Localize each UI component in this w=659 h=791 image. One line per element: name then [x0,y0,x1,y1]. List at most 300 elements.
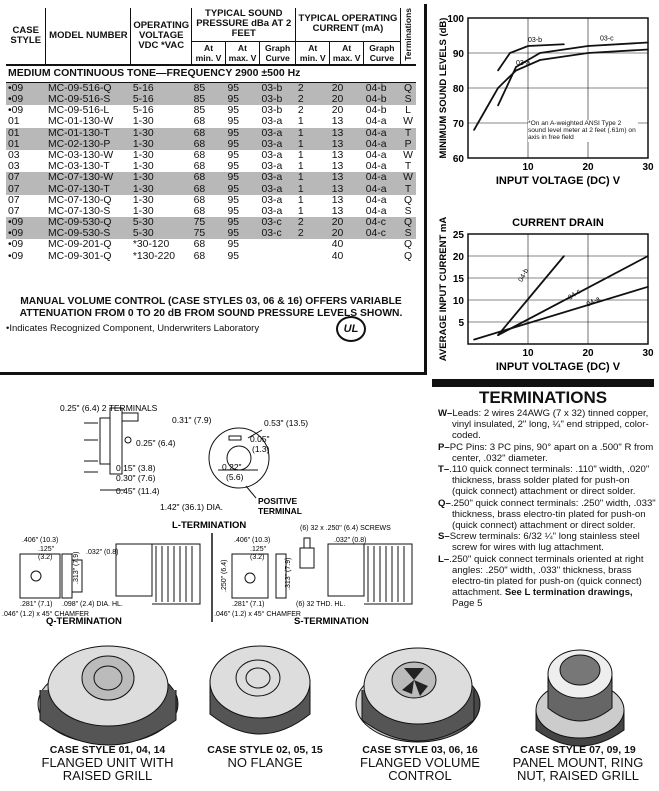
row-voltage: 1-30 [132,149,154,161]
row-termination: W [400,172,416,183]
current-drain-chart [428,212,656,380]
series-line-03-a [474,50,648,131]
row-model: MC-09-301-Q [47,250,112,262]
data-point [587,45,589,47]
row-current-min: 2 [296,94,330,105]
row-termination: T [400,128,416,139]
row-current-graph: 04-a [365,194,387,206]
row-sound-min: 68 [193,239,206,251]
l-dim-dia: 1.42" (36.1) DIA. [160,502,224,512]
l-termination-title: L-TERMINATION [172,520,247,531]
data-point [647,49,649,51]
row-current-min: 2 [296,217,330,228]
row-current-graph: 04-b [364,82,400,94]
row-sound-min: 68 [192,172,226,183]
row-current-max: 13 [331,149,344,161]
row-sound-max: 95 [225,139,259,150]
s-dim-032: .032" (0.8) [334,537,367,544]
data-point [497,87,499,89]
row-model: MC-09-516-L [47,105,110,117]
row-termination: Q [403,239,413,251]
row-sound-graph: 03-a [261,116,283,128]
row-current-max: 40 [331,250,344,262]
section-divider [0,372,427,375]
termination-item [438,531,656,553]
data-point [587,52,589,54]
case-style-2-code: CASE STYLE 02, 05, 15 [207,744,323,756]
l-dim-030: 0.30" (7.6) [116,473,156,483]
table-row [6,82,416,94]
row-sound-graph: 03-a [259,139,295,150]
row-case: 03 [8,149,20,161]
terminations-bar [432,379,654,387]
row-sound-graph: 03-a [261,205,283,217]
row-termination: P [400,139,416,150]
row-case: •09 [8,105,24,117]
case-style-1-line1: FLANGED UNIT WITH [41,755,174,770]
row-sound-max: 95 [227,205,240,217]
case-style-2-line1: NO FLANGE [227,755,303,770]
row-current-min: 2 [297,105,304,117]
row-sound-max: 95 [227,239,240,251]
row-sound-min: 68 [193,116,206,128]
data-point [509,52,511,54]
table-row [6,128,416,139]
row-case: 07 [8,205,20,217]
table-row [6,105,416,116]
row-sound-min: 68 [193,161,206,173]
row-case: •09 [6,82,46,94]
row-sound-graph: 03-a [259,128,295,139]
table-row [6,206,416,217]
row-model: MC-09-530-Q [46,217,131,228]
row-case: •09 [8,239,24,251]
y-tick-label: 5 [458,318,464,329]
row-termination: S [400,228,416,239]
row-voltage: 5-16 [131,82,192,94]
row-model: MC-09-201-Q [47,239,112,251]
row-sound-graph: 03-c [259,217,295,228]
row-current-graph: 04-a [365,161,387,173]
header-case-style: CASE STYLE [6,8,46,65]
row-current-min: 1 [296,172,330,183]
series-label: 03-c [600,35,614,43]
see-note: See L termination drawings, [504,587,633,599]
row-current-max: 20 [330,228,364,239]
termination-item [438,498,656,532]
series-label: 04-c [567,288,583,302]
case-style-4-code: CASE STYLE 07, 09, 19 [520,744,636,756]
row-voltage: 5-30 [131,228,192,239]
row-sound-max: 95 [227,161,240,173]
l-dim-013: (1.3) [252,444,270,454]
row-sound-min: 68 [193,194,206,206]
case-style-2-caption [190,744,340,769]
case-style-3-line2: CONTROL [388,768,452,783]
row-termination: L [405,105,411,117]
row-current-max: 13 [331,116,344,128]
y-tick-label: 100 [447,14,464,25]
row-termination: Q [403,250,413,262]
row-current-max: 13 [331,161,344,173]
row-voltage: 1-30 [131,128,192,139]
volume-note-line1: MANUAL VOLUME CONTROL (CASE STYLES 03, 06 & 16) OFFERS VARIABLE [20,296,402,307]
data-point [563,43,565,45]
row-sound-max: 95 [227,116,240,128]
row-model: MC-09-516-Q [46,82,131,94]
row-sound-min: 85 [192,82,226,94]
row-voltage: *30-120 [132,239,170,251]
data-point [563,255,565,257]
row-sound-min: 85 [193,105,206,117]
x-axis-label: INPUT VOLTAGE (DC) V [495,361,621,373]
l-dim-terminals: 0.25" (6.4) 2 TERMINALS [60,403,158,413]
row-current-max: 20 [330,217,364,228]
row-sound-min: 68 [192,183,226,194]
termination-item [438,408,656,442]
header-terminations-label: Terminations [403,8,414,61]
termination-text: .110 quick connect terminals: .110" width, .020" thickness, brass solder plated for push-on (quick connect) attachment or direct solder. [449,464,650,498]
row-sound-min: 75 [192,217,226,228]
termination-item [438,554,656,610]
row-case: •09 [6,217,46,228]
x-tick-label: 10 [522,348,534,359]
header-model-number: MODEL NUMBER [46,8,131,65]
q-dim-098: .098" (2.4) DIA. HL. [62,601,123,608]
header-c-at-max: At max. V [330,41,364,64]
row-sound-graph: 03-b [261,105,283,117]
x-axis-label: INPUT VOLTAGE (DC) V [495,175,621,187]
table-row [6,217,416,228]
row-case: 01 [8,116,20,128]
row-current-max: 13 [330,139,364,150]
row-sound-min: 75 [192,228,226,239]
case-style-1-caption [20,744,195,782]
s-dim-313: .313" (7.9) [285,557,292,590]
row-sound-graph: 03-a [261,149,283,161]
row-voltage: 1-30 [132,205,154,217]
data-point [515,70,517,72]
data-point [497,105,499,107]
chart-annotation-text: *On an A-weighted ANSI Type 2 sound level meter at 2 feet (.61m) on axis in free field [528,120,638,142]
row-current-graph: 04-a [365,116,387,128]
row-current-min: 1 [297,149,304,161]
row-current-graph: 04-a [364,172,400,183]
l-dim-031: 0.31" (7.9) [172,415,212,425]
row-case: 01 [6,139,46,150]
row-sound-min: 85 [192,94,226,105]
row-current-min: 1 [297,194,304,206]
row-sound-min: 68 [192,139,226,150]
row-termination: Q [403,194,413,206]
see-note-page: Page 5 [452,598,483,610]
case-style-4-image [536,650,624,746]
y-tick-label: 25 [452,230,464,241]
row-termination: W [403,116,413,128]
row-sound-graph: 03-a [259,172,295,183]
s-dim-406: .406" (10.3) [234,537,271,544]
case-style-4-line1: PANEL MOUNT, RING [512,755,644,770]
termination-text: .250" quick connect terminals: .250" width, .033" thickness, brass electro-tin plated for push-on (quick connect) attachment or direct solder. [450,497,656,532]
table-row [6,139,416,150]
row-sound-graph: 03-c [259,228,295,239]
row-current-min: 1 [296,183,330,194]
row-voltage: 5-30 [131,217,192,228]
plot-frame [468,234,648,344]
row-current-graph: 04-a [364,139,400,150]
y-tick-label: 70 [452,119,464,130]
row-current-min: 2 [296,228,330,239]
row-current-min [296,251,330,262]
y-tick-label: 15 [452,274,464,285]
table-row [6,183,416,194]
row-model: MC-07-130-S [47,205,111,217]
x-tick-label: 10 [522,162,534,173]
case-style-1-image [38,646,178,745]
q-dim-chamfer: .046" (1.2) x 45° CHAMFER [2,611,89,618]
row-current-max: 20 [330,94,364,105]
x-tick-label: 20 [582,348,594,359]
row-voltage: 1-30 [132,194,154,206]
ul-logo: UL [336,316,366,342]
row-sound-max: 95 [227,194,240,206]
row-sound-max: 95 [225,128,259,139]
row-sound-max: 95 [225,217,259,228]
series-label: 03-b [528,36,543,44]
volume-note-line2: ATTENUATION FROM 0 TO 20 dB FROM SOUND PRESSURE LEVELS SHOWN. [19,308,403,319]
table-row [6,239,416,250]
table-row [6,228,416,239]
l-dim-015: 0.15" (3.8) [116,463,156,473]
ul-note: •Indicates Recognized Component, Underwriters Laboratory [6,323,260,334]
row-current-graph [364,239,400,250]
table-row [6,116,416,127]
row-voltage: 1-30 [132,161,154,173]
row-model: MC-07-130-W [46,172,131,183]
row-voltage: 1-30 [131,172,192,183]
row-model: MC-02-130-P [46,139,131,150]
l-dim-053: 0.53" (13.5) [264,418,309,428]
data-point [497,70,499,72]
termination-item [438,442,656,464]
row-current-min [296,239,330,250]
row-voltage: 1-30 [131,139,192,150]
data-point [497,334,499,336]
l-dim-025: 0.25" (6.4) [136,438,176,448]
row-current-graph: 04-a [364,183,400,194]
row-sound-max: 95 [225,172,259,183]
termination-code: P– [438,441,450,453]
row-voltage: 5-16 [131,94,192,105]
q-dim-32: (3.2) [38,554,53,561]
sound-level-chart [428,4,656,212]
row-termination: T [404,161,412,173]
termination-code: L– [438,553,450,565]
spec-table [6,8,416,262]
header-c-graph: Graph Curve [364,41,400,64]
y-axis-label: MINIMUM SOUND LEVELS (dB) [438,17,449,159]
s-dim-32: (3.2) [250,554,265,561]
y-tick-label: 60 [452,154,464,165]
termination-code: W– [438,408,453,419]
row-case: •09 [6,94,46,105]
s-termination-title: S-TERMINATION [294,616,369,626]
data-point [473,129,475,131]
row-current-max: 13 [330,183,364,194]
row-sound-min: 68 [193,149,206,161]
row-current-max: 13 [331,205,344,217]
row-current-min: 1 [296,139,330,150]
row-sound-min: 68 [193,250,206,262]
row-sound-max: 95 [225,94,259,105]
row-case: 07 [6,172,46,183]
table-row [6,161,416,172]
data-point [539,52,541,54]
q-termination-title: Q-TERMINATION [46,616,122,626]
y-axis-label: AVERAGE INPUT CURRENT mA [438,216,449,362]
q-dim-313: .313" (7.9) [73,551,80,584]
header-c-at-min: At min. V [296,41,330,64]
header-sp-at-max: At max. V [225,41,259,64]
row-sound-max: 95 [227,105,240,117]
row-model: MC-09-530-S [46,228,131,239]
y-tick-label: 90 [452,49,464,60]
row-case: 01 [6,128,46,139]
case-style-2-image [210,646,310,734]
case-style-4-caption [500,744,656,782]
termination-code: Q– [438,497,451,509]
row-sound-max: 95 [225,228,259,239]
row-current-max: 40 [331,239,344,251]
row-sound-graph: 03-a [261,161,283,173]
terminations-title: TERMINATIONS [478,388,608,407]
case-style-1-line2: RAISED GRILL [62,768,153,783]
y-tick-label: 80 [452,84,464,95]
row-case: 03 [8,161,20,173]
series-label: 04-a [585,295,602,309]
q-dim-032: .032" (0.8) [86,549,119,556]
case-style-3-code: CASE STYLE 03, 06, 16 [362,744,478,756]
row-sound-min: 68 [192,128,226,139]
row-current-graph: 04-a [364,128,400,139]
terminations-list [438,408,656,610]
termination-text: Leads: 2 wires 24AWG (7 x 32) tinned copper, vinyl insulated, 2" long, ¼" end stripped, color-coded. [452,408,649,442]
q-dim-125: .125" [38,546,55,553]
row-sound-graph: 03-b [259,94,295,105]
row-current-graph: 04-a [365,205,387,217]
row-voltage: *130-220 [132,250,176,262]
l-dim-005: 0.05" [250,434,270,444]
chart-title: CURRENT DRAIN [512,217,604,229]
l-dim-022: 0.22" [222,462,242,472]
header-terminations [400,8,416,65]
termination-text: .250" quick connect terminals oriented at right angles: .250" width, .033" thickness, brass electro-tin plated for push-on (quick connect) attachment. [449,553,644,599]
data-point [647,255,649,257]
s-dim-250: .250" (6.4) [221,559,228,592]
chart-annotation [528,120,638,160]
table-row [6,94,416,105]
q-dim-281: .281" (7.1) [20,601,53,608]
data-point [527,45,529,47]
row-current-max: 20 [330,82,364,94]
row-current-min: 2 [296,82,330,94]
table-row [6,251,416,262]
row-current-max: 13 [330,128,364,139]
series-line-04-a [474,287,648,340]
s-dim-chamfer: .046" (1.2) x 45° CHAMFER [214,611,301,618]
row-sound-max: 95 [227,250,240,262]
row-case: •09 [6,228,46,239]
s-dim-281: .281" (7.1) [232,601,265,608]
data-point [647,286,649,288]
row-current-graph: 04-b [364,94,400,105]
s-dim-125: .125" [250,546,267,553]
row-sound-graph [259,251,295,262]
row-current-max: 13 [330,172,364,183]
row-sound-max: 95 [225,82,259,94]
row-current-min: 1 [296,128,330,139]
row-sound-max: 95 [227,149,240,161]
row-current-graph: 04-b [365,105,387,117]
row-model: MC-03-130-T [47,161,110,173]
termination-code: S– [438,531,450,543]
data-point [485,108,487,110]
case-style-3-line1: FLANGED VOLUME [360,755,480,770]
table-row [6,195,416,206]
termination-item [438,464,656,498]
row-case: •09 [8,250,24,262]
case-style-4-line2: NUT, RAISED GRILL [516,768,640,783]
row-current-min: 1 [297,161,304,173]
row-termination: S [404,205,412,217]
row-sound-graph: 03-b [259,82,295,94]
row-model: MC-01-130-W [47,116,114,128]
row-sound-graph [259,239,295,250]
data-point [473,339,475,341]
row-voltage: 1-30 [132,116,154,128]
row-current-min: 1 [297,116,304,128]
x-tick-label: 20 [582,162,594,173]
x-tick-label: 30 [642,162,654,173]
row-current-max: 20 [331,105,344,117]
header-sound-pressure: TYPICAL SOUND PRESSURE dBa AT 2 FEET [192,8,296,41]
row-termination: Q [400,82,416,94]
l-dim-045: 0.45" (11.4) [116,486,160,496]
row-model: MC-07-130-Q [47,194,112,206]
case-style-1-code: CASE STYLE 01, 04, 14 [49,744,166,756]
section-title: MEDIUM CONTINUOUS TONE—FREQUENCY 2900 ±500 Hz [6,65,416,83]
header-operating-current: TYPICAL OPERATING CURRENT (mA) [296,8,400,41]
l-positive: POSITIVE [258,496,298,506]
header-operating-voltage: OPERATING VOLTAGE VDC *VAC [131,8,192,65]
y-tick-label: 20 [452,252,464,263]
column-divider [424,4,427,374]
row-voltage: 5-16 [132,105,154,117]
row-termination: S [400,94,416,105]
s-dim-thd: (6) 32 THD. HL. [296,601,346,608]
termination-code: T– [438,464,450,476]
header-sp-graph: Graph Curve [259,41,295,64]
termination-text: Screw terminals: 6/32 ¼" long stainless steel screw for wires with lug attachment. [449,531,640,554]
series-label: 03-a [516,59,531,67]
termination-drawings [0,378,430,626]
row-termination: Q [400,217,416,228]
series-line-04-b [498,256,564,335]
table-row [6,150,416,161]
row-current-graph [364,251,400,262]
l-dim-056: (5.6) [226,472,244,482]
data-point [647,42,649,44]
